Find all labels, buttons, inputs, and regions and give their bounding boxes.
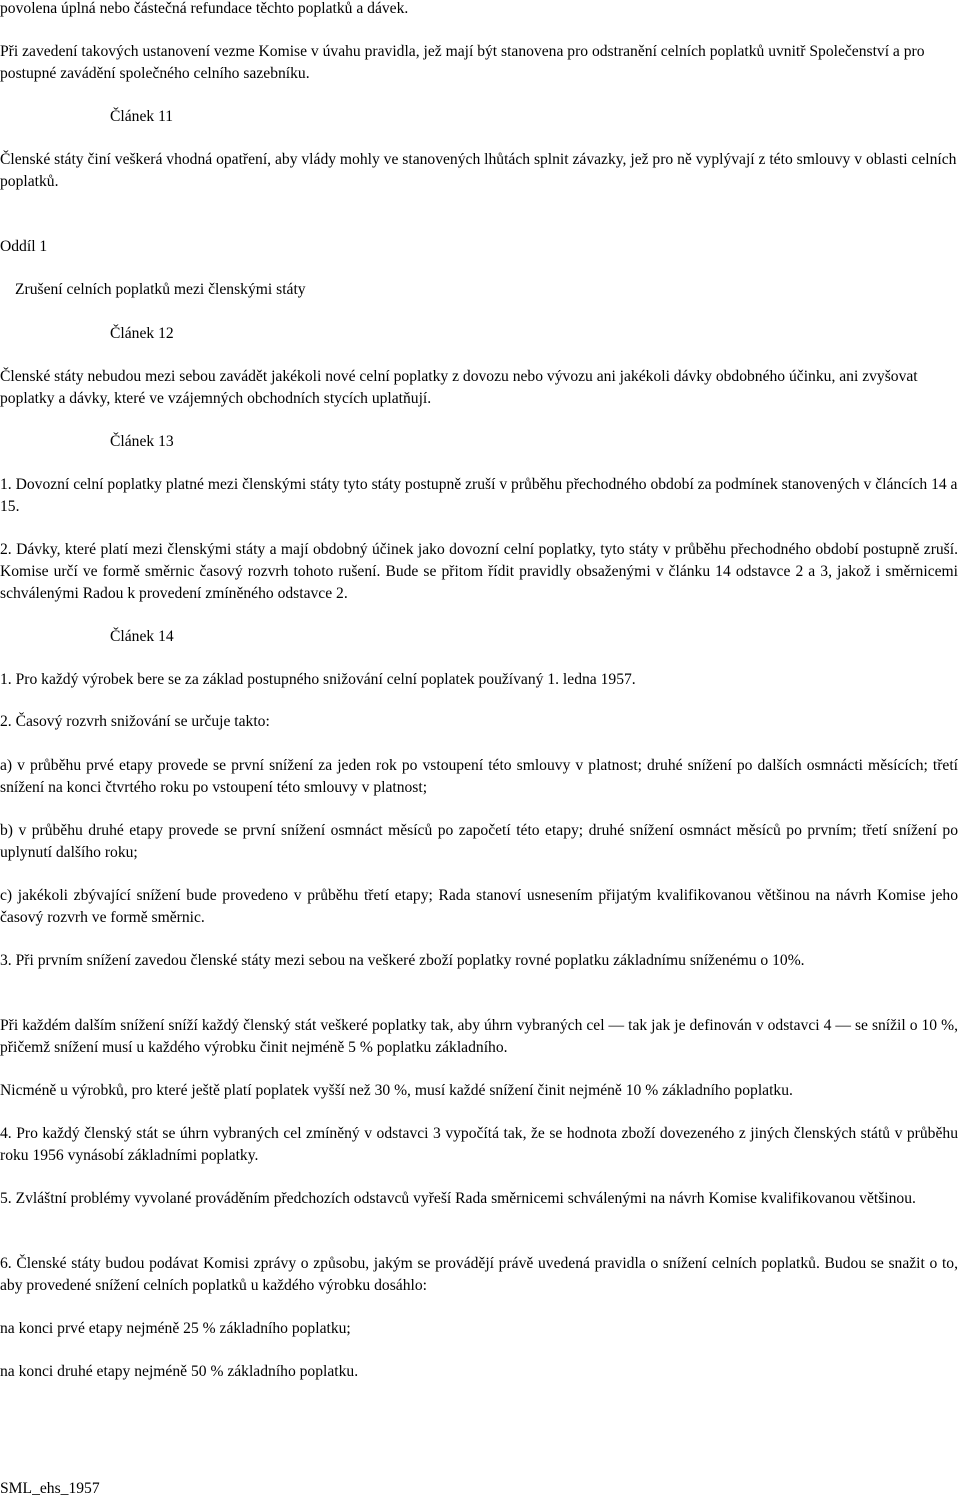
article-14-paragraph-2b: b) v průběhu druhé etapy provede se první snížení osmnáct měsíců po započetí této etapy; druhé snížení osmnáct měsíců po prvním; třetí snížení po uplynutí dalšího roku; [0,822,958,861]
article-11-text: Členské státy činí veškerá vhodná opatření, aby vlády mohly ve stanovených lhůtách splnit závazky, jež pro ně vyplývají z této smlouvy v oblasti celních poplatků. [0,151,957,190]
article-11-heading: Článek 11 [110,108,174,125]
article-14-paragraph-5: 5. Zvláštní problémy vyvolané prováděním předchozích odstavců vyřeší Rada směrnicemi schválenými na návrh Komise kvalifikovanou většinou. [0,1190,916,1207]
article-12-text: Členské státy nebudou mezi sebou zavádět jakékoli nové celní poplatky z dovozu nebo vývozu ani jakékoli dávky obdobného účinku, ani zvyšovat poplatky a dávky, které ve vzájemných obchodních stycích uplatňují. [0,368,918,407]
paragraph-refund-fragment: povolena úplná nebo částečná refundace těchto poplatků a dávek. [0,0,409,17]
article-14-heading: Článek 14 [110,628,174,645]
article-14-paragraph-3: 3. Při prvním snížení zavedou členské státy mezi sebou na veškeré zboží poplatky rovné poplatku základnímu sníženému o 10%. [0,952,805,969]
article-14-paragraph-3-third: Nicméně u výrobků, pro které ještě platí poplatek vyšší než 30 %, musí každé snížení činit nejméně 10 % základního poplatku. [0,1082,793,1099]
article-13-paragraph-1: 1. Dovozní celní poplatky platné mezi členskými státy tyto státy postupně zruší v průběhu přechodného období za podmínek stanovených v článcích 14 a 15. [0,476,958,515]
page-footer: SML_ehs_1957 [0,1480,100,1497]
article-12-heading: Článek 12 [110,325,174,342]
article-13-paragraph-2: 2. Dávky, které platí mezi členskými státy a mají obdobný účinek jako dovozní celní poplatky, tyto státy v průběhu přechodného období postupně zruší. Komise určí ve formě směrnic časový rozvrh tohoto rušení. Bude se přitom řídit pravidly obsaženými v článku 14 odstavce 2 a 3, jakož i směrnicemi schválenými Radou k provedení zmíněného odstavce 2. [0,541,958,602]
section-title: Zrušení celních poplatků mezi členskými státy [15,281,306,298]
article-14-paragraph-6b: na konci druhé etapy nejméně 50 % základního poplatku. [0,1363,359,1380]
article-14-paragraph-3-second: Při každém dalším snížení sníží každý členský stát veškeré poplatky tak, aby úhrn vybraných cel — tak jak je definován v odstavci 4 — se snížil o 10 %, přičemž snížení musí u každého výrobku činit nejméně 5 % poplatku základního. [0,1017,958,1056]
article-14-paragraph-2c: c) jakékoli zbývající snížení bude provedeno v průběhu třetí etapy; Rada stanoví usnesením přijatým kvalifikovanou většinou na návrh Komise jeho časový rozvrh ve formě směrnic. [0,887,958,926]
article-13-heading: Článek 13 [110,433,174,450]
section-heading: Oddíl 1 [0,238,48,255]
article-14-paragraph-6a: na konci prvé etapy nejméně 25 % základního poplatku; [0,1320,351,1337]
article-14-paragraph-4: 4. Pro každý členský stát se úhrn vybraných cel zmíněný v odstavci 3 vypočítá tak, že se hodnota zboží dovezeného z jiných členských států v průběhu roku 1956 vynásobí základními poplatky. [0,1125,958,1164]
article-14-paragraph-1: 1. Pro každý výrobek bere se za základ postupného snižování celní poplatek používaný 1. ledna 1957. [0,671,636,688]
paragraph-commission-rules: Při zavedení takových ustanovení vezme Komise v úvahu pravidla, jež mají být stanovena pro odstranění celních poplatků uvnitř Společenství a pro postupné zavádění společného celního sazebníku. [0,43,925,82]
article-14-paragraph-2: 2. Časový rozvrh snižování se určuje takto: [0,713,270,730]
article-14-paragraph-2a: a) v průběhu prvé etapy provede se první snížení za jeden rok po vstoupení této smlouvy v platnost; druhé snížení po dalších osmnácti měsících; třetí snížení na konci čtvrtého roku po vstoupení této smlouvy v platnost; [0,757,958,796]
article-14-paragraph-6: 6. Členské státy budou podávat Komisi zprávy o způsobu, jakým se provádějí právě uvedená pravidla o snížení celních poplatků. Budou se snažit o to, aby provedené snížení celních poplatků u každého výrobku dosáhlo: [0,1255,958,1294]
